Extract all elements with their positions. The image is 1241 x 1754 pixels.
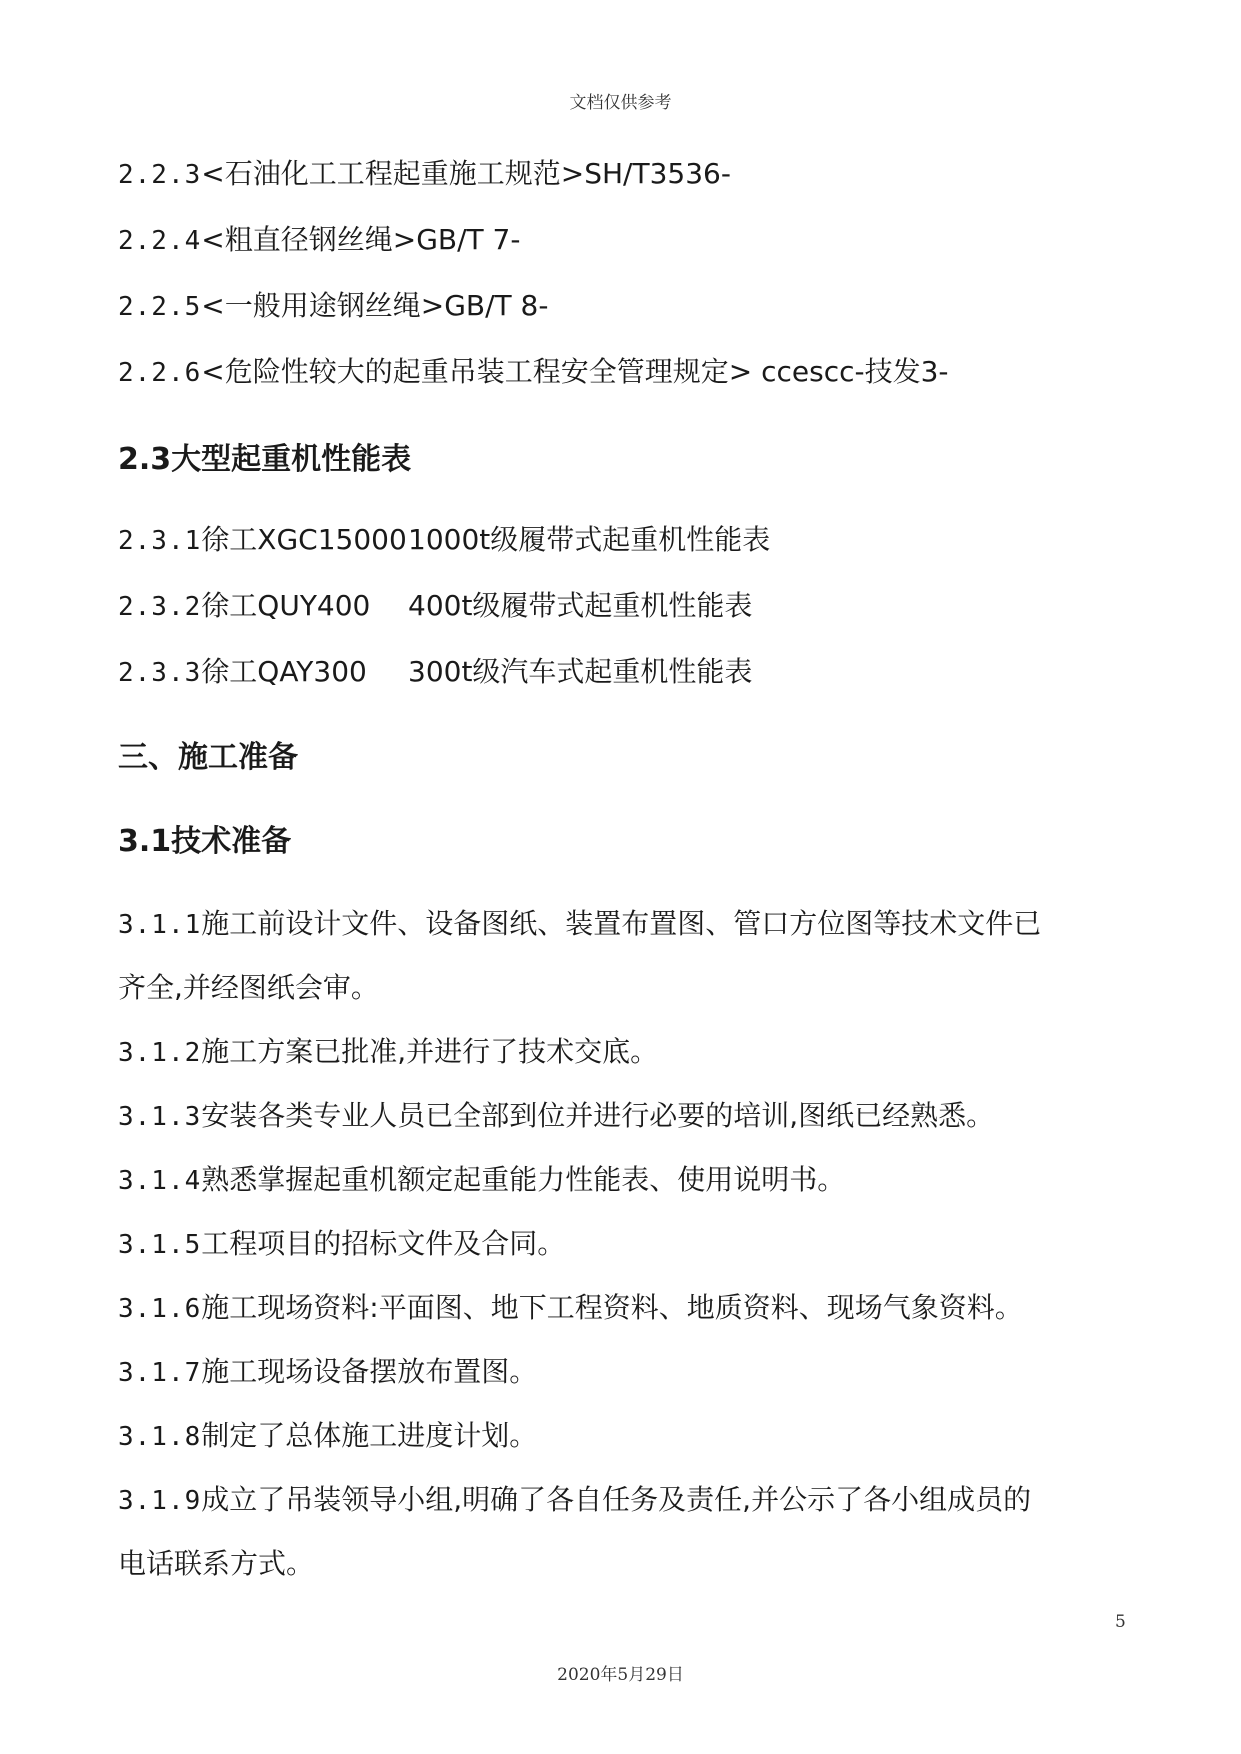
item-text: 施工现场资料:平面图、地下工程资料、地质资料、现场气象资料。 — [201, 1291, 1023, 1324]
list-item — [118, 1350, 537, 1390]
item-number: 3.1.1 — [118, 910, 202, 940]
page-header: 文档仅供参考 — [569, 93, 672, 113]
page-footer-date: 2020年5月29日 — [557, 1665, 684, 1685]
item-number: 3.1.6 — [118, 1294, 202, 1324]
section-heading-3-1: 3.1技术准备 — [118, 824, 292, 859]
item-text: 施工前设计文件、设备图纸、装置布置图、管口方位图等技术文件已 — [201, 907, 1042, 940]
chapter-heading-3: 三、施工准备 — [118, 740, 298, 775]
list-item-continuation: 电话联系方式。 — [118, 1547, 315, 1580]
item-text: 施工现场设备摆放布置图。 — [201, 1355, 538, 1388]
item-number: 3.1.9 — [118, 1486, 202, 1516]
ref-number: 2.2.5 — [118, 292, 202, 322]
ref-text: <粗直径钢丝绳>GB/T 7- — [201, 223, 521, 256]
crane-desc: 1000t级履带式起重机性能表 — [408, 523, 771, 556]
item-text: 熟悉掌握起重机额定起重能力性能表、使用说明书。 — [201, 1163, 846, 1196]
ref-text: <危险性较大的起重吊装工程安全管理规定> ccescc-技发3- — [201, 355, 949, 388]
list-item — [118, 1222, 565, 1262]
item-text: 安装各类专业人员已全部到位并进行必要的培训,图纸已经熟悉。 — [201, 1099, 995, 1132]
list-item — [118, 1414, 537, 1454]
item-number: 3.1.8 — [118, 1422, 202, 1452]
ref-text: <石油化工工程起重施工规范>SH/T3536- — [201, 157, 731, 190]
ref-number: 2.2.3 — [118, 160, 202, 190]
crane-item — [118, 650, 753, 690]
crane-model: 徐工QUY400 — [201, 589, 371, 622]
ref-number: 2.2.4 — [118, 226, 202, 256]
item-number: 3.1.5 — [118, 1230, 202, 1260]
crane-number: 2.3.1 — [118, 526, 202, 556]
list-item — [118, 1094, 994, 1134]
crane-desc: 400t级履带式起重机性能表 — [408, 589, 753, 622]
list-item — [118, 902, 1041, 942]
item-text: 施工方案已批准,并进行了技术交底。 — [201, 1035, 659, 1068]
crane-item — [118, 584, 753, 624]
item-text: 工程项目的招标文件及合同。 — [201, 1227, 566, 1260]
ref-number: 2.2.6 — [118, 358, 202, 388]
item-number: 3.1.4 — [118, 1166, 202, 1196]
list-item — [118, 1286, 1023, 1326]
list-item — [118, 1478, 1031, 1518]
item-number: 3.1.2 — [118, 1038, 202, 1068]
crane-desc: 300t级汽车式起重机性能表 — [408, 655, 753, 688]
list-item — [118, 1158, 845, 1198]
crane-model: 徐工XGC15000 — [201, 523, 407, 556]
ref-text: <一般用途钢丝绳>GB/T 8- — [201, 289, 549, 322]
ref-item — [118, 350, 949, 390]
page-number: 5 — [1115, 1612, 1126, 1632]
ref-item — [118, 152, 731, 192]
crane-model: 徐工QAY300 — [201, 655, 367, 688]
ref-item — [118, 284, 548, 324]
ref-item — [118, 218, 520, 258]
crane-number: 2.3.3 — [118, 658, 202, 688]
item-text: 成立了吊装领导小组,明确了各自任务及责任,并公示了各小组成员的 — [201, 1483, 1032, 1516]
item-text: 制定了总体施工进度计划。 — [201, 1419, 538, 1452]
list-item-continuation: 齐全,并经图纸会审。 — [118, 971, 379, 1004]
crane-number: 2.3.2 — [118, 592, 202, 622]
section-heading-2-3: 2.3大型起重机性能表 — [118, 442, 412, 477]
item-number: 3.1.7 — [118, 1358, 202, 1388]
item-number: 3.1.3 — [118, 1102, 202, 1132]
list-item — [118, 1030, 658, 1070]
crane-item — [118, 518, 771, 558]
